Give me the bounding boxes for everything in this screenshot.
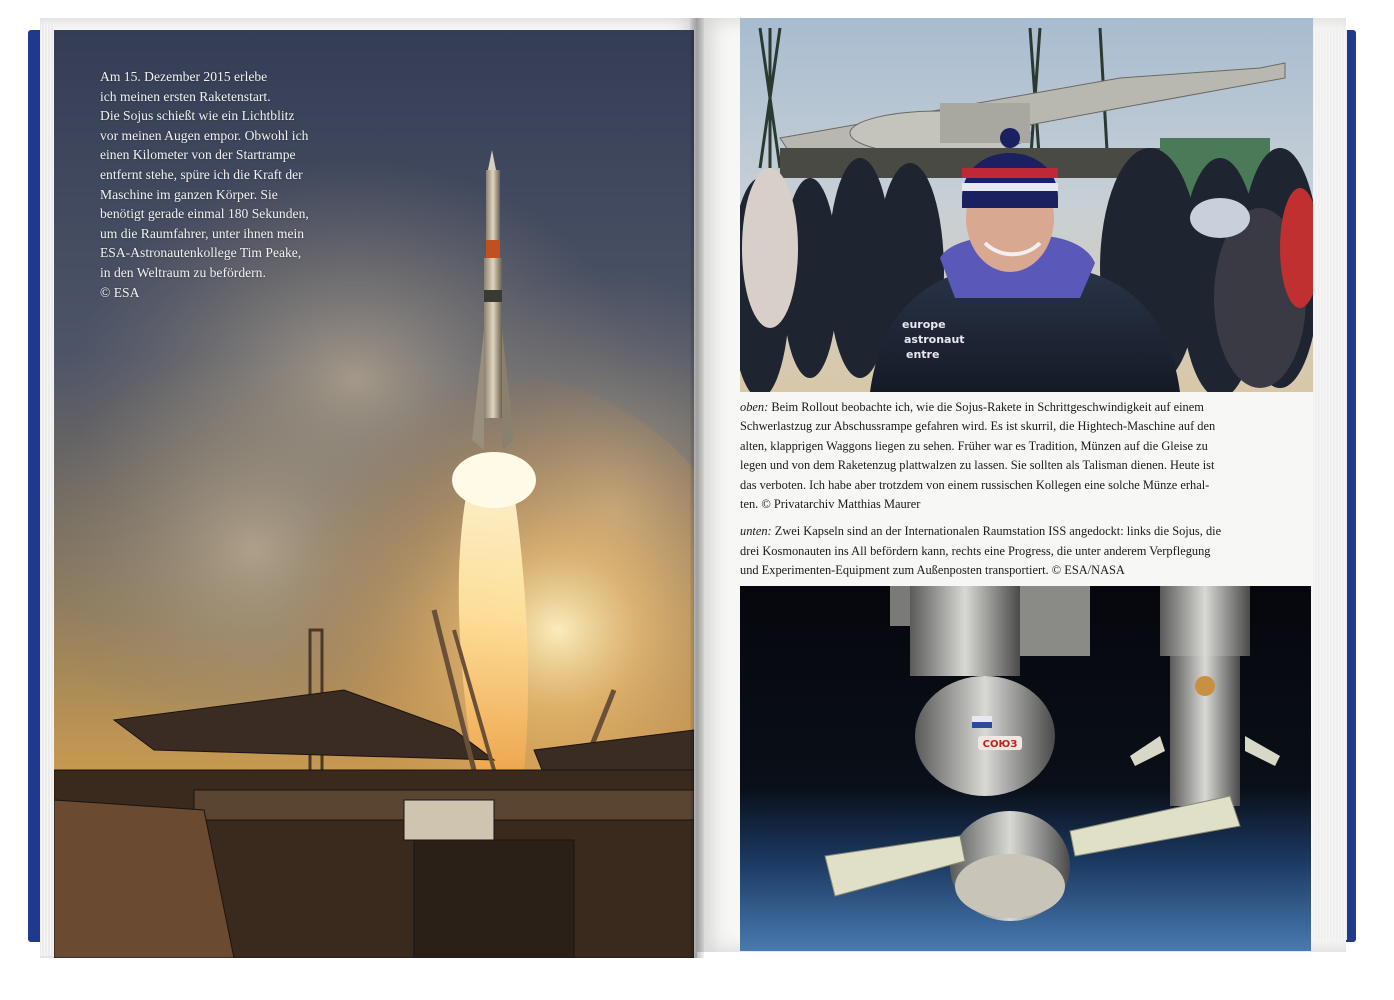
- caption-line: ten. © Privatarchiv Matthias Maurer: [740, 497, 921, 512]
- jacket-text: astronaut: [904, 333, 965, 346]
- rollout-photo: [740, 18, 1313, 392]
- caption-line: ESA-Astronautenkollege Tim Peake,: [100, 245, 302, 261]
- left-page-edges: [40, 24, 54, 956]
- caption-line: vor meinen Augen empor. Obwohl ich: [100, 127, 309, 143]
- capsule-label: СОЮЗ: [982, 739, 1018, 750]
- caption-line: und Experimenten-Equipment zum Außenposten transportiert. © ESA/NASA: [740, 563, 1125, 578]
- caption-line: Beim Rollout beobachte ich, wie die Sojus-Rakete in Schrittgeschwindigkeit auf einem: [768, 400, 1204, 414]
- caption-line: Zwei Kapseln sind an der Internationalen Raumstation ISS angedockt: links die Sojus, die: [771, 524, 1222, 539]
- caption-line: einen Kilometer von der Startrampe: [100, 147, 296, 163]
- caption-line: um die Raumfahrer, unter ihnen mein: [100, 225, 305, 241]
- jacket-text: entre: [906, 348, 940, 361]
- jacket-text: europe: [902, 318, 946, 331]
- left-photo-caption: [100, 67, 340, 302]
- iss-capsules-photo: [740, 586, 1311, 951]
- caption-line: entfernt stehe, spüre ich die Kraft der: [100, 166, 303, 182]
- right-page-edges: [1313, 30, 1347, 940]
- caption-line: alten, klapprigen Waggons liegen zu sehen. Früher war es Tradition, Münzen auf die Gleise zu: [740, 438, 1208, 453]
- book-gutter: [690, 18, 704, 958]
- right-page-captions: [740, 398, 1272, 581]
- caption-line: ich meinen ersten Raketenstart.: [100, 88, 271, 104]
- caption-label-oben: oben:: [740, 400, 769, 414]
- caption-bottom: [740, 522, 1272, 580]
- caption-line: drei Kosmonauten ins All befördern kann, rechts eine Progress, die unter anderem Verpflegung: [740, 543, 1211, 558]
- caption-line: Am 15. Dezember 2015 erlebe: [100, 69, 268, 84]
- caption-line: legen und von dem Raketenzug plattwalzen zu lassen. Sie sollten als Talisman dienen. Heute ist: [740, 458, 1215, 473]
- caption-line: Maschine im ganzen Körper. Sie: [100, 186, 278, 202]
- photo-credit: © ESA: [100, 284, 140, 300]
- caption-line: benötigt gerade einmal 180 Sekunden,: [100, 206, 309, 222]
- caption-line: das verboten. Ich habe aber trotzdem von einem russischen Kollegen eine solche Münze erhal-: [740, 477, 1210, 492]
- caption-line: in den Weltraum zu befördern.: [100, 264, 266, 280]
- caption-line: Schwerlastzug zur Abschussrampe gefahren wird. Es ist skurril, die Hightech-Maschine auf den: [740, 419, 1216, 434]
- caption-label-unten: unten:: [740, 524, 772, 539]
- caption-line: Die Sojus schießt wie ein Lichtblitz: [100, 108, 295, 124]
- caption-top: [740, 398, 1272, 514]
